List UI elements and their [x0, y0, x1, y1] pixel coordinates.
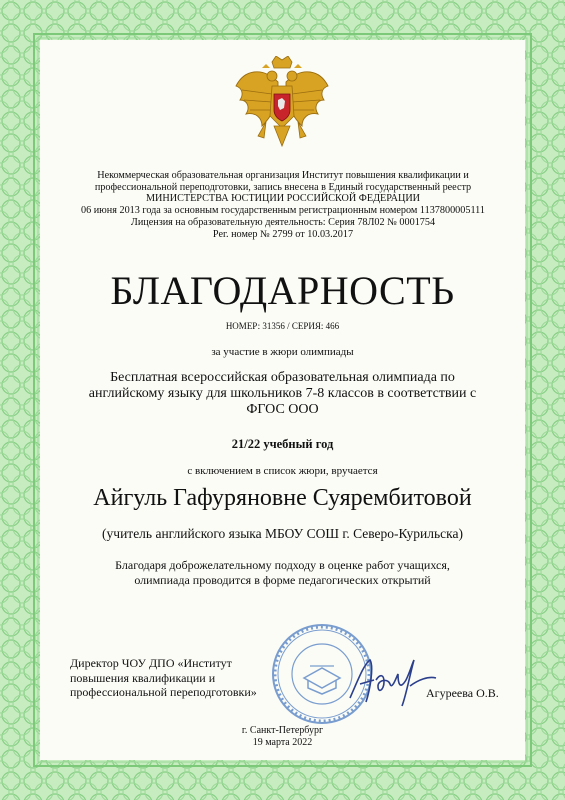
thanks-line: Благодаря доброжелательному подходу в оценке работ учащихся, — [115, 558, 450, 572]
certificate-number: НОМЕР: 31356 / СЕРИЯ: 466 — [225, 321, 340, 331]
director-line: Директор ЧОУ ДПО «Институт — [70, 656, 232, 670]
included-note: с включением в список жюри, вручается — [187, 465, 378, 477]
org-line: Некоммерческая образовательная организация Институт повышения квалификации и — [97, 170, 469, 181]
org-line: МИНИСТЕРСТВА ЮСТИЦИИ РОССИЙСКОЙ ФЕДЕРАЦИИ — [145, 193, 421, 205]
recipient-name: Айгуль Гафуряновне Суярембитовой — [93, 485, 472, 511]
signature-icon — [340, 650, 440, 710]
org-line: Рег. номер № 2799 от 10.03.2017 — [212, 228, 354, 240]
director-line: повышения квалификации и — [70, 670, 216, 685]
signer-name: Агуреева О.В. — [426, 686, 499, 700]
event-line: английскому языку для школьников 7-8 классов в соответствии с — [88, 386, 477, 401]
issue-city: г. Санкт-Петербург — [241, 725, 324, 736]
org-line: Лицензия на образовательную деятельность: Серия 78Л02 № 0001754 — [130, 216, 436, 228]
issue-date: 19 марта 2022 — [252, 737, 313, 748]
thanks-line: олимпиада проводится в форме педагогических открытий — [134, 573, 431, 587]
org-line: профессиональной переподготовки, запись внесена в Единый государственный реестр — [94, 181, 472, 193]
award-reason: за участие в жюри олимпиады — [211, 346, 354, 358]
director-title — [70, 656, 290, 700]
event-line: Бесплатная всероссийская образовательная олимпиада по — [110, 370, 455, 385]
thanks-text — [90, 558, 475, 588]
event-name — [72, 370, 493, 418]
issue-place-date — [40, 725, 525, 749]
event-line: ФГОС ООО — [246, 402, 319, 417]
director-line: профессиональной переподготовки» — [70, 685, 257, 699]
school-year: 21/22 учебный год — [231, 437, 334, 451]
org-line: 06 июня 2013 года за основным государственным регистрационным номером 1137800005111 — [81, 205, 485, 217]
recipient-position: (учитель английского языка МБОУ СОШ г. Северо-Курильска) — [102, 526, 463, 541]
organization-info — [58, 170, 508, 240]
certificate-title: БЛАГОДАРНОСТЬ — [110, 268, 455, 313]
coat-of-arms-icon — [232, 56, 332, 160]
